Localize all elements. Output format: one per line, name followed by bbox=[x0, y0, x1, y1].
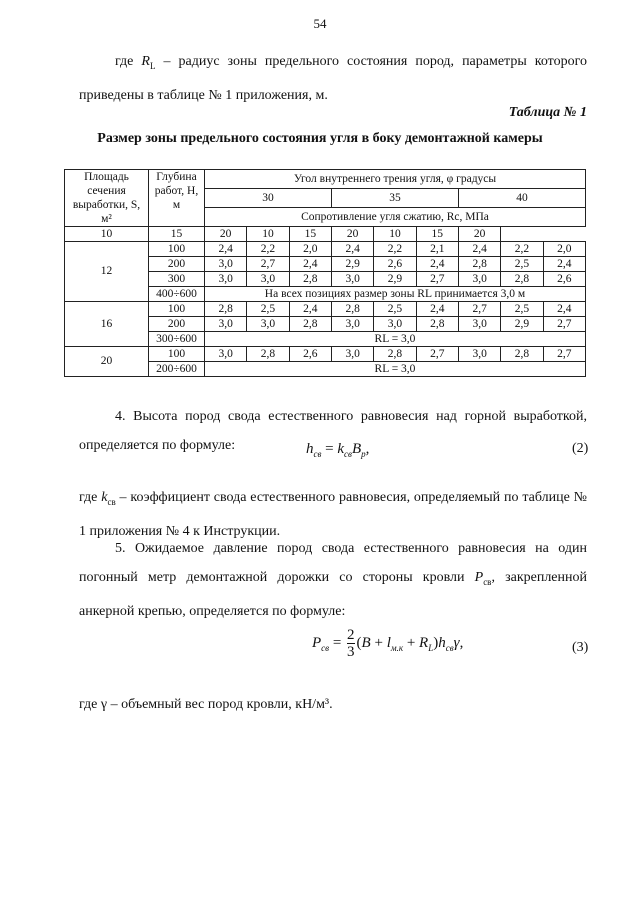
strength-cell: 20 bbox=[331, 227, 373, 242]
depth-cell: 200 bbox=[149, 317, 205, 332]
area-cell: 12 bbox=[65, 242, 149, 302]
frac-denominator: 3 bbox=[347, 644, 355, 660]
intro-symbol-sub: L bbox=[149, 60, 156, 71]
intro-rest: – радиус зоны предельного состояния пород, параметры которого приведены в таблице № 1 приложения, м. bbox=[79, 54, 587, 103]
header-area: Площадь сечения выработки, S, м² bbox=[65, 170, 149, 227]
formula3-l-sub: м.к bbox=[390, 642, 404, 653]
value-cell: 2,2 bbox=[501, 242, 543, 257]
para6-symbol: P bbox=[474, 570, 484, 585]
strength-cell: 10 bbox=[374, 227, 416, 242]
value-cell: 2,6 bbox=[289, 347, 331, 362]
note-cell: RL = 3,0 bbox=[205, 332, 586, 347]
value-cell: 3,0 bbox=[205, 317, 247, 332]
value-cell: 2,8 bbox=[331, 302, 373, 317]
value-cell: 2,5 bbox=[501, 257, 543, 272]
formula2-k-sub: св bbox=[344, 449, 352, 459]
formula2-k: k bbox=[337, 441, 345, 457]
value-cell: 3,0 bbox=[458, 272, 500, 287]
value-cell: 2,4 bbox=[416, 257, 458, 272]
equation-number-3: (3) bbox=[572, 640, 589, 655]
table-title: Размер зоны предельного состояния угля в боку демонтажной камеры bbox=[97, 131, 543, 146]
value-cell: 2,4 bbox=[289, 302, 331, 317]
formula3-r: R bbox=[419, 634, 429, 651]
value-cell: 3,0 bbox=[458, 347, 500, 362]
header-angle: Угол внутреннего трения угля, φ градусы bbox=[205, 170, 586, 189]
formula2-b-sub: p bbox=[361, 449, 366, 459]
formula-2: $h_{св} = k_{св}B_p$, bbox=[306, 441, 370, 459]
para5-rest: – коэффициент свода естественного равновесия, определяемый по таблице № 1 приложения № 4 к Инструкции. bbox=[79, 490, 587, 539]
value-cell: 2,4 bbox=[543, 302, 585, 317]
strength-cell: 20 bbox=[458, 227, 500, 242]
formula2-lhs-sub: св bbox=[313, 449, 322, 459]
angle-cell: 30 bbox=[205, 189, 332, 208]
value-cell: 2,0 bbox=[289, 242, 331, 257]
angle-cell: 35 bbox=[331, 189, 458, 208]
table-row bbox=[65, 302, 586, 317]
value-cell: 3,0 bbox=[247, 272, 289, 287]
depth-cell: 200 bbox=[149, 257, 205, 272]
value-cell: 2,8 bbox=[501, 347, 543, 362]
value-cell: 2,8 bbox=[458, 257, 500, 272]
paragraph-4: 4. Высота пород свода естественного равновесия над горной выработкой, определяется по формуле: bbox=[79, 409, 587, 453]
depth-cell: 300÷600 bbox=[149, 332, 205, 347]
value-cell: 2,5 bbox=[501, 302, 543, 317]
page-number: 54 bbox=[313, 16, 327, 31]
strength-cell: 15 bbox=[149, 227, 205, 242]
depth-cell: 400÷600 bbox=[149, 287, 205, 302]
intro-lead: где bbox=[115, 54, 142, 69]
strength-cell: 10 bbox=[65, 227, 149, 242]
value-cell: 2,7 bbox=[416, 347, 458, 362]
value-cell: 2,6 bbox=[543, 272, 585, 287]
paragraph-5 bbox=[79, 534, 587, 626]
value-cell: 2,5 bbox=[374, 302, 416, 317]
para5-symbol: k bbox=[101, 490, 108, 505]
value-cell: 2,4 bbox=[331, 242, 373, 257]
value-cell: 2,2 bbox=[374, 242, 416, 257]
value-cell: 2,7 bbox=[543, 317, 585, 332]
formula3-b: B bbox=[361, 634, 371, 651]
table-label: Таблица № 1 bbox=[508, 105, 587, 120]
value-cell: 2,4 bbox=[543, 257, 585, 272]
strength-cell: 20 bbox=[205, 227, 247, 242]
depth-cell: 200÷600 bbox=[149, 362, 205, 377]
value-cell: 3,0 bbox=[331, 317, 373, 332]
value-cell: 2,8 bbox=[501, 272, 543, 287]
paragraph-gamma: где γ – объемный вес пород кровли, кН/м³. bbox=[79, 697, 333, 712]
depth-cell: 100 bbox=[149, 347, 205, 362]
equation-number-2: (2) bbox=[572, 441, 589, 456]
value-cell: 3,0 bbox=[205, 347, 247, 362]
value-cell: 2,6 bbox=[374, 257, 416, 272]
depth-cell: 300 bbox=[149, 272, 205, 287]
area-cell: 16 bbox=[65, 302, 149, 347]
table-row bbox=[65, 347, 586, 362]
strength-cell: 15 bbox=[416, 227, 458, 242]
formula2-b: B bbox=[351, 441, 362, 457]
value-cell: 2,9 bbox=[331, 257, 373, 272]
formula3-lhs-sub: св bbox=[321, 642, 330, 653]
value-cell: 3,0 bbox=[331, 347, 373, 362]
frac-numerator: 2 bbox=[347, 627, 355, 643]
angle-cell: 40 bbox=[458, 189, 585, 208]
value-cell: 3,0 bbox=[247, 317, 289, 332]
value-cell: 2,4 bbox=[416, 302, 458, 317]
value-cell: 2,8 bbox=[416, 317, 458, 332]
formula3-lhs: P bbox=[312, 634, 322, 651]
para6-symbol-sub: св bbox=[483, 576, 492, 587]
table-row bbox=[65, 242, 586, 257]
data-table bbox=[64, 169, 586, 377]
formula2-lhs: h bbox=[306, 441, 314, 457]
area-cell: 20 bbox=[65, 347, 149, 377]
intro-paragraph bbox=[79, 47, 587, 110]
value-cell: 2,1 bbox=[416, 242, 458, 257]
value-cell: 2,7 bbox=[247, 257, 289, 272]
value-cell: 2,7 bbox=[543, 347, 585, 362]
strength-cell: 10 bbox=[247, 227, 289, 242]
value-cell: 2,9 bbox=[374, 272, 416, 287]
formula3-h-sub: св bbox=[445, 642, 454, 653]
para5-lead: где bbox=[79, 490, 102, 505]
value-cell: 3,0 bbox=[205, 257, 247, 272]
value-cell: 2,2 bbox=[247, 242, 289, 257]
header-strength: Сопротивление угля сжатию, Rc, МПа bbox=[205, 208, 586, 227]
formula3-l: l bbox=[386, 634, 391, 651]
note-cell: На всех позициях размер зоны RL принимается 3,0 м bbox=[205, 287, 586, 302]
value-cell: 3,0 bbox=[458, 317, 500, 332]
formula3-h: h bbox=[438, 634, 446, 651]
value-cell: 2,4 bbox=[458, 242, 500, 257]
value-cell: 2,0 bbox=[543, 242, 585, 257]
strength-cell: 15 bbox=[289, 227, 331, 242]
value-cell: 2,7 bbox=[416, 272, 458, 287]
value-cell: 2,8 bbox=[374, 347, 416, 362]
value-cell: 2,8 bbox=[205, 302, 247, 317]
value-cell: 2,9 bbox=[501, 317, 543, 332]
value-cell: 2,8 bbox=[247, 347, 289, 362]
value-cell: 2,5 bbox=[247, 302, 289, 317]
value-cell: 3,0 bbox=[205, 272, 247, 287]
formula3-fraction bbox=[347, 627, 355, 660]
para6-text-a: 5. Ожидаемое давление пород свода естественного равновесия на один погонный метр демонтажной дорожки со стороны кровли bbox=[79, 541, 587, 585]
value-cell: 3,0 bbox=[331, 272, 373, 287]
value-cell: 2,4 bbox=[205, 242, 247, 257]
intro-symbol: R bbox=[141, 54, 150, 69]
depth-cell: 100 bbox=[149, 242, 205, 257]
value-cell: 3,0 bbox=[374, 317, 416, 332]
depth-cell: 100 bbox=[149, 302, 205, 317]
value-cell: 2,4 bbox=[289, 257, 331, 272]
header-depth: Глубина работ, H, м bbox=[149, 170, 205, 227]
formula3-r-sub: L bbox=[428, 642, 434, 653]
formula-3: $P_{св}$ = $\frac{2}{3}$ $(B + l_{м.к} + R_L)h_{св}\gamma$, bbox=[312, 627, 464, 660]
value-cell: 2,7 bbox=[458, 302, 500, 317]
para5-symbol-sub: св bbox=[107, 496, 116, 507]
note-cell: RL = 3,0 bbox=[205, 362, 586, 377]
formula3-gamma: γ bbox=[453, 634, 460, 651]
value-cell: 2,8 bbox=[289, 317, 331, 332]
value-cell: 2,8 bbox=[289, 272, 331, 287]
para6-text-b: , закрепленной анкерной крепью, определяется по формуле: bbox=[79, 570, 587, 619]
